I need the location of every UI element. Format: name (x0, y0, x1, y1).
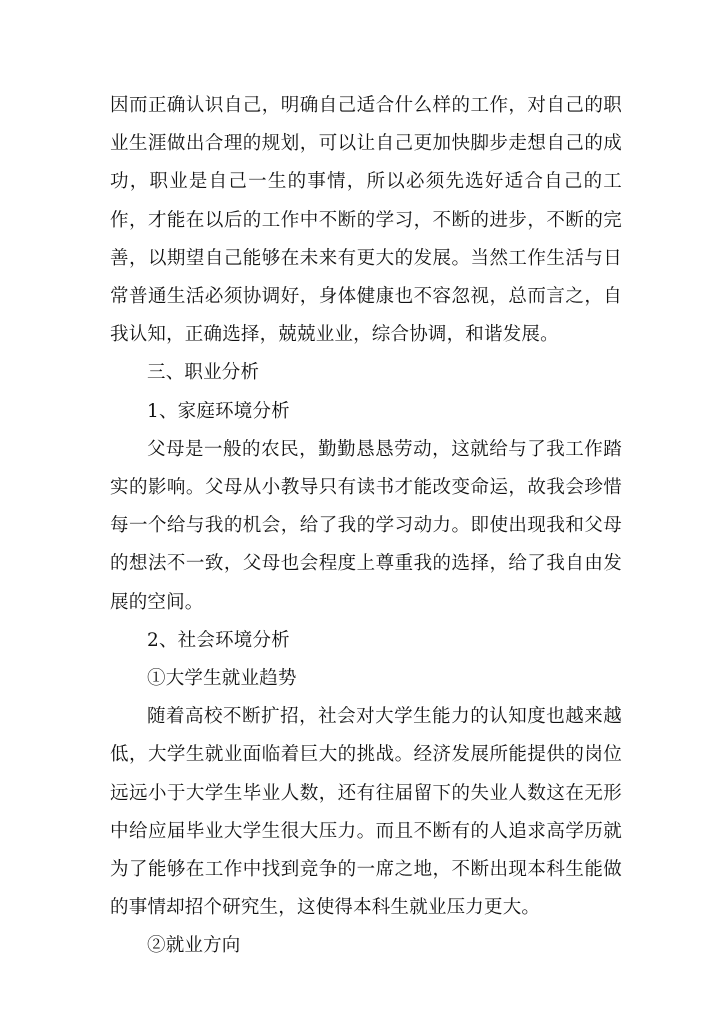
paragraph-family-environment: 父母是一般的农民，勤勤恳恳劳动，这就给与了我工作踏实的影响。父母从小教导只有读书才能改变命运，故我会珍惜每一个给与我的机会，给了我的学习动力。即使出现我和父母的想法不一致，父母也会程度上尊重我的选择，给了我自由发展的空间。 (110, 438, 622, 613)
subsection-heading-social-environment: 2、社会环境分析 (147, 629, 290, 651)
item-heading-employment-trend: ①大学生就业趋势 (147, 668, 297, 690)
document-body (110, 87, 622, 966)
paragraph-employment-trend: 随着高校不断扩招，社会对大学生能力的认知度也越来越低，大学生就业面临着巨大的挑战。经济发展所能提供的岗位远远小于大学生毕业人数，还有往届留下的失业人数这在无形中给应届毕业大学生很大压力。而且不断有的人追求高学历就为了能够在工作中找到竞争的一席之地，不断出现本科生能做的事情却招个研究生，这使得本科生就业压力更大。 (110, 706, 622, 919)
item-heading-employment-direction: ②就业方向 (147, 935, 241, 957)
section-heading-career-analysis: 三、职业分析 (147, 362, 260, 384)
paragraph-self-awareness-conclusion: 因而正确认识自己，明确自己适合什么样的工作，对自己的职业生涯做出合理的规划，可以让自己更加快脚步走想自己的成功，职业是自己一生的事情，所以必须先选好适合自己的工作，才能在以后的工作中不断的学习，不断的进步，不断的完善，以期望自己能够在未来有更大的发展。当然工作生活与日常普通生活必须协调好，身体健康也不容忽视，总而言之，自我认知，正确选择，兢兢业业，综合协调，和谐发展。 (110, 95, 622, 346)
subsection-heading-family-environment: 1、家庭环境分析 (147, 400, 290, 422)
